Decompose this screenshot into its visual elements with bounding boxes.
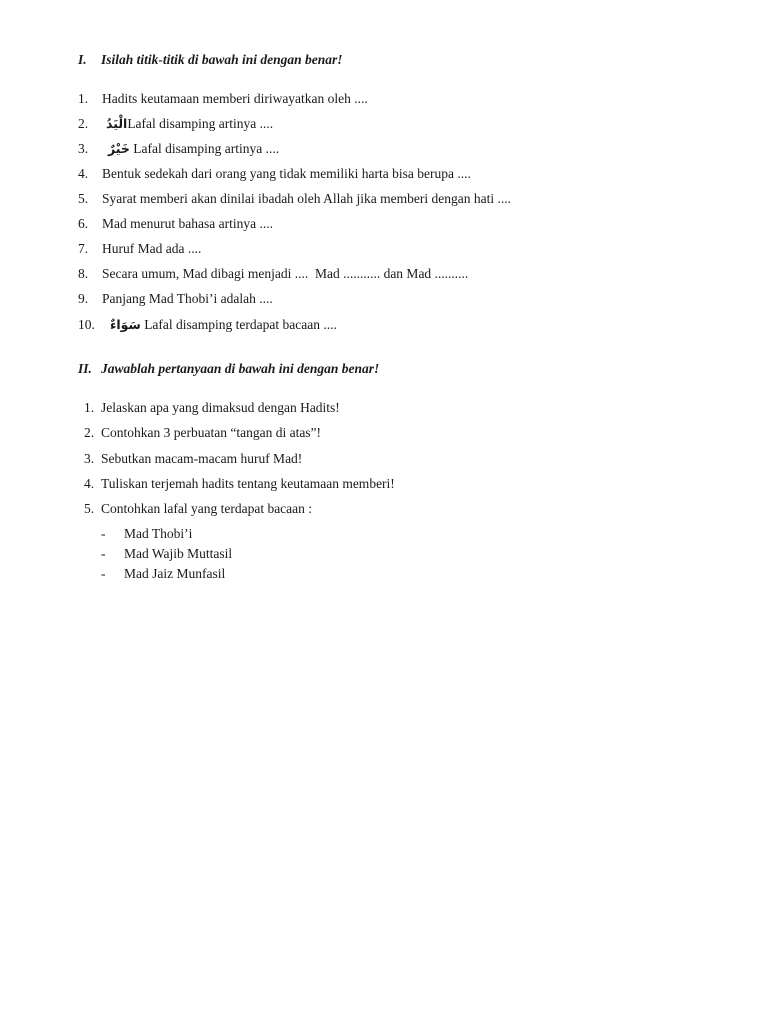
arabic-word: خَيْرٌ xyxy=(108,141,130,156)
arabic-word: سَوَاءٌ xyxy=(110,317,141,332)
arabic-word: الْيَدُ xyxy=(106,116,128,131)
question-item xyxy=(78,165,471,183)
sub-item-text: Mad Thobi’i xyxy=(124,526,193,541)
question-number: 5. xyxy=(84,501,95,516)
question-number: 4. xyxy=(84,476,95,491)
question-number: 2. xyxy=(84,425,95,440)
sub-item-text: Mad Wajib Muttasil xyxy=(124,546,233,561)
question-text: Jelaskan apa yang dimaksud dengan Hadits! xyxy=(101,400,340,415)
section-1-number: I. xyxy=(78,52,87,67)
question-item xyxy=(78,140,279,158)
question-text: Lafal disamping artinya .... xyxy=(127,116,274,131)
question-item xyxy=(78,215,273,233)
question-text: Hadits keutamaan memberi diriwayatkan oleh .... xyxy=(102,91,368,106)
section-2-number: II. xyxy=(78,361,92,376)
question-number: 6. xyxy=(78,216,89,231)
sub-item-text: Mad Jaiz Munfasil xyxy=(124,566,226,581)
essay-question xyxy=(84,399,340,417)
question-number: 9. xyxy=(78,291,89,306)
question-number: 3. xyxy=(84,451,95,466)
question-number: 5. xyxy=(78,191,89,206)
essay-question xyxy=(84,450,302,468)
question-item xyxy=(78,115,273,133)
bullet-dash: - xyxy=(101,546,106,561)
question-item xyxy=(78,265,468,283)
question-item xyxy=(78,190,511,208)
question-text: Tuliskan terjemah hadits tentang keutamaan memberi! xyxy=(101,476,395,491)
essay-question xyxy=(84,475,395,493)
section-1-title: Isilah titik-titik di bawah ini dengan benar! xyxy=(101,52,343,67)
question-text: Lafal disamping artinya .... xyxy=(129,141,280,156)
question-text: Mad menurut bahasa artinya .... xyxy=(102,216,273,231)
question-number: 4. xyxy=(78,166,89,181)
question-number: 7. xyxy=(78,241,89,256)
question-item xyxy=(78,290,273,308)
question-text: Contohkan 3 perbuatan “tangan di atas”! xyxy=(101,425,322,440)
sub-item xyxy=(101,525,192,543)
question-number: 1. xyxy=(84,400,95,415)
essay-question xyxy=(84,424,321,442)
question-text: Secara umum, Mad dibagi menjadi .... Mad ........... dan Mad .......... xyxy=(102,266,469,281)
section-1-heading xyxy=(78,52,343,68)
question-text: Panjang Mad Thobi’i adalah .... xyxy=(102,291,273,306)
question-number: 1. xyxy=(78,91,89,106)
question-item xyxy=(78,90,368,108)
sub-item xyxy=(101,565,225,583)
sub-item xyxy=(101,545,232,563)
question-number: 8. xyxy=(78,266,89,281)
section-2-title: Jawablah pertanyaan di bawah ini dengan benar! xyxy=(101,361,380,376)
question-item xyxy=(78,316,337,334)
bullet-dash: - xyxy=(101,566,106,581)
bullet-dash: - xyxy=(101,526,106,541)
essay-question xyxy=(84,500,312,518)
question-text: Huruf Mad ada .... xyxy=(102,241,202,256)
question-text: Syarat memberi akan dinilai ibadah oleh Allah jika memberi dengan hati .... xyxy=(102,191,512,206)
question-item xyxy=(78,240,201,258)
question-text: Bentuk sedekah dari orang yang tidak memiliki harta bisa berupa .... xyxy=(102,166,471,181)
question-text: Sebutkan macam-macam huruf Mad! xyxy=(101,451,303,466)
question-number: 2. xyxy=(78,116,89,131)
question-number: 10. xyxy=(78,317,95,332)
section-2-heading xyxy=(78,361,379,377)
question-text: Contohkan lafal yang terdapat bacaan : xyxy=(101,501,313,516)
question-text: Lafal disamping terdapat bacaan .... xyxy=(140,317,337,332)
question-number: 3. xyxy=(78,141,89,156)
